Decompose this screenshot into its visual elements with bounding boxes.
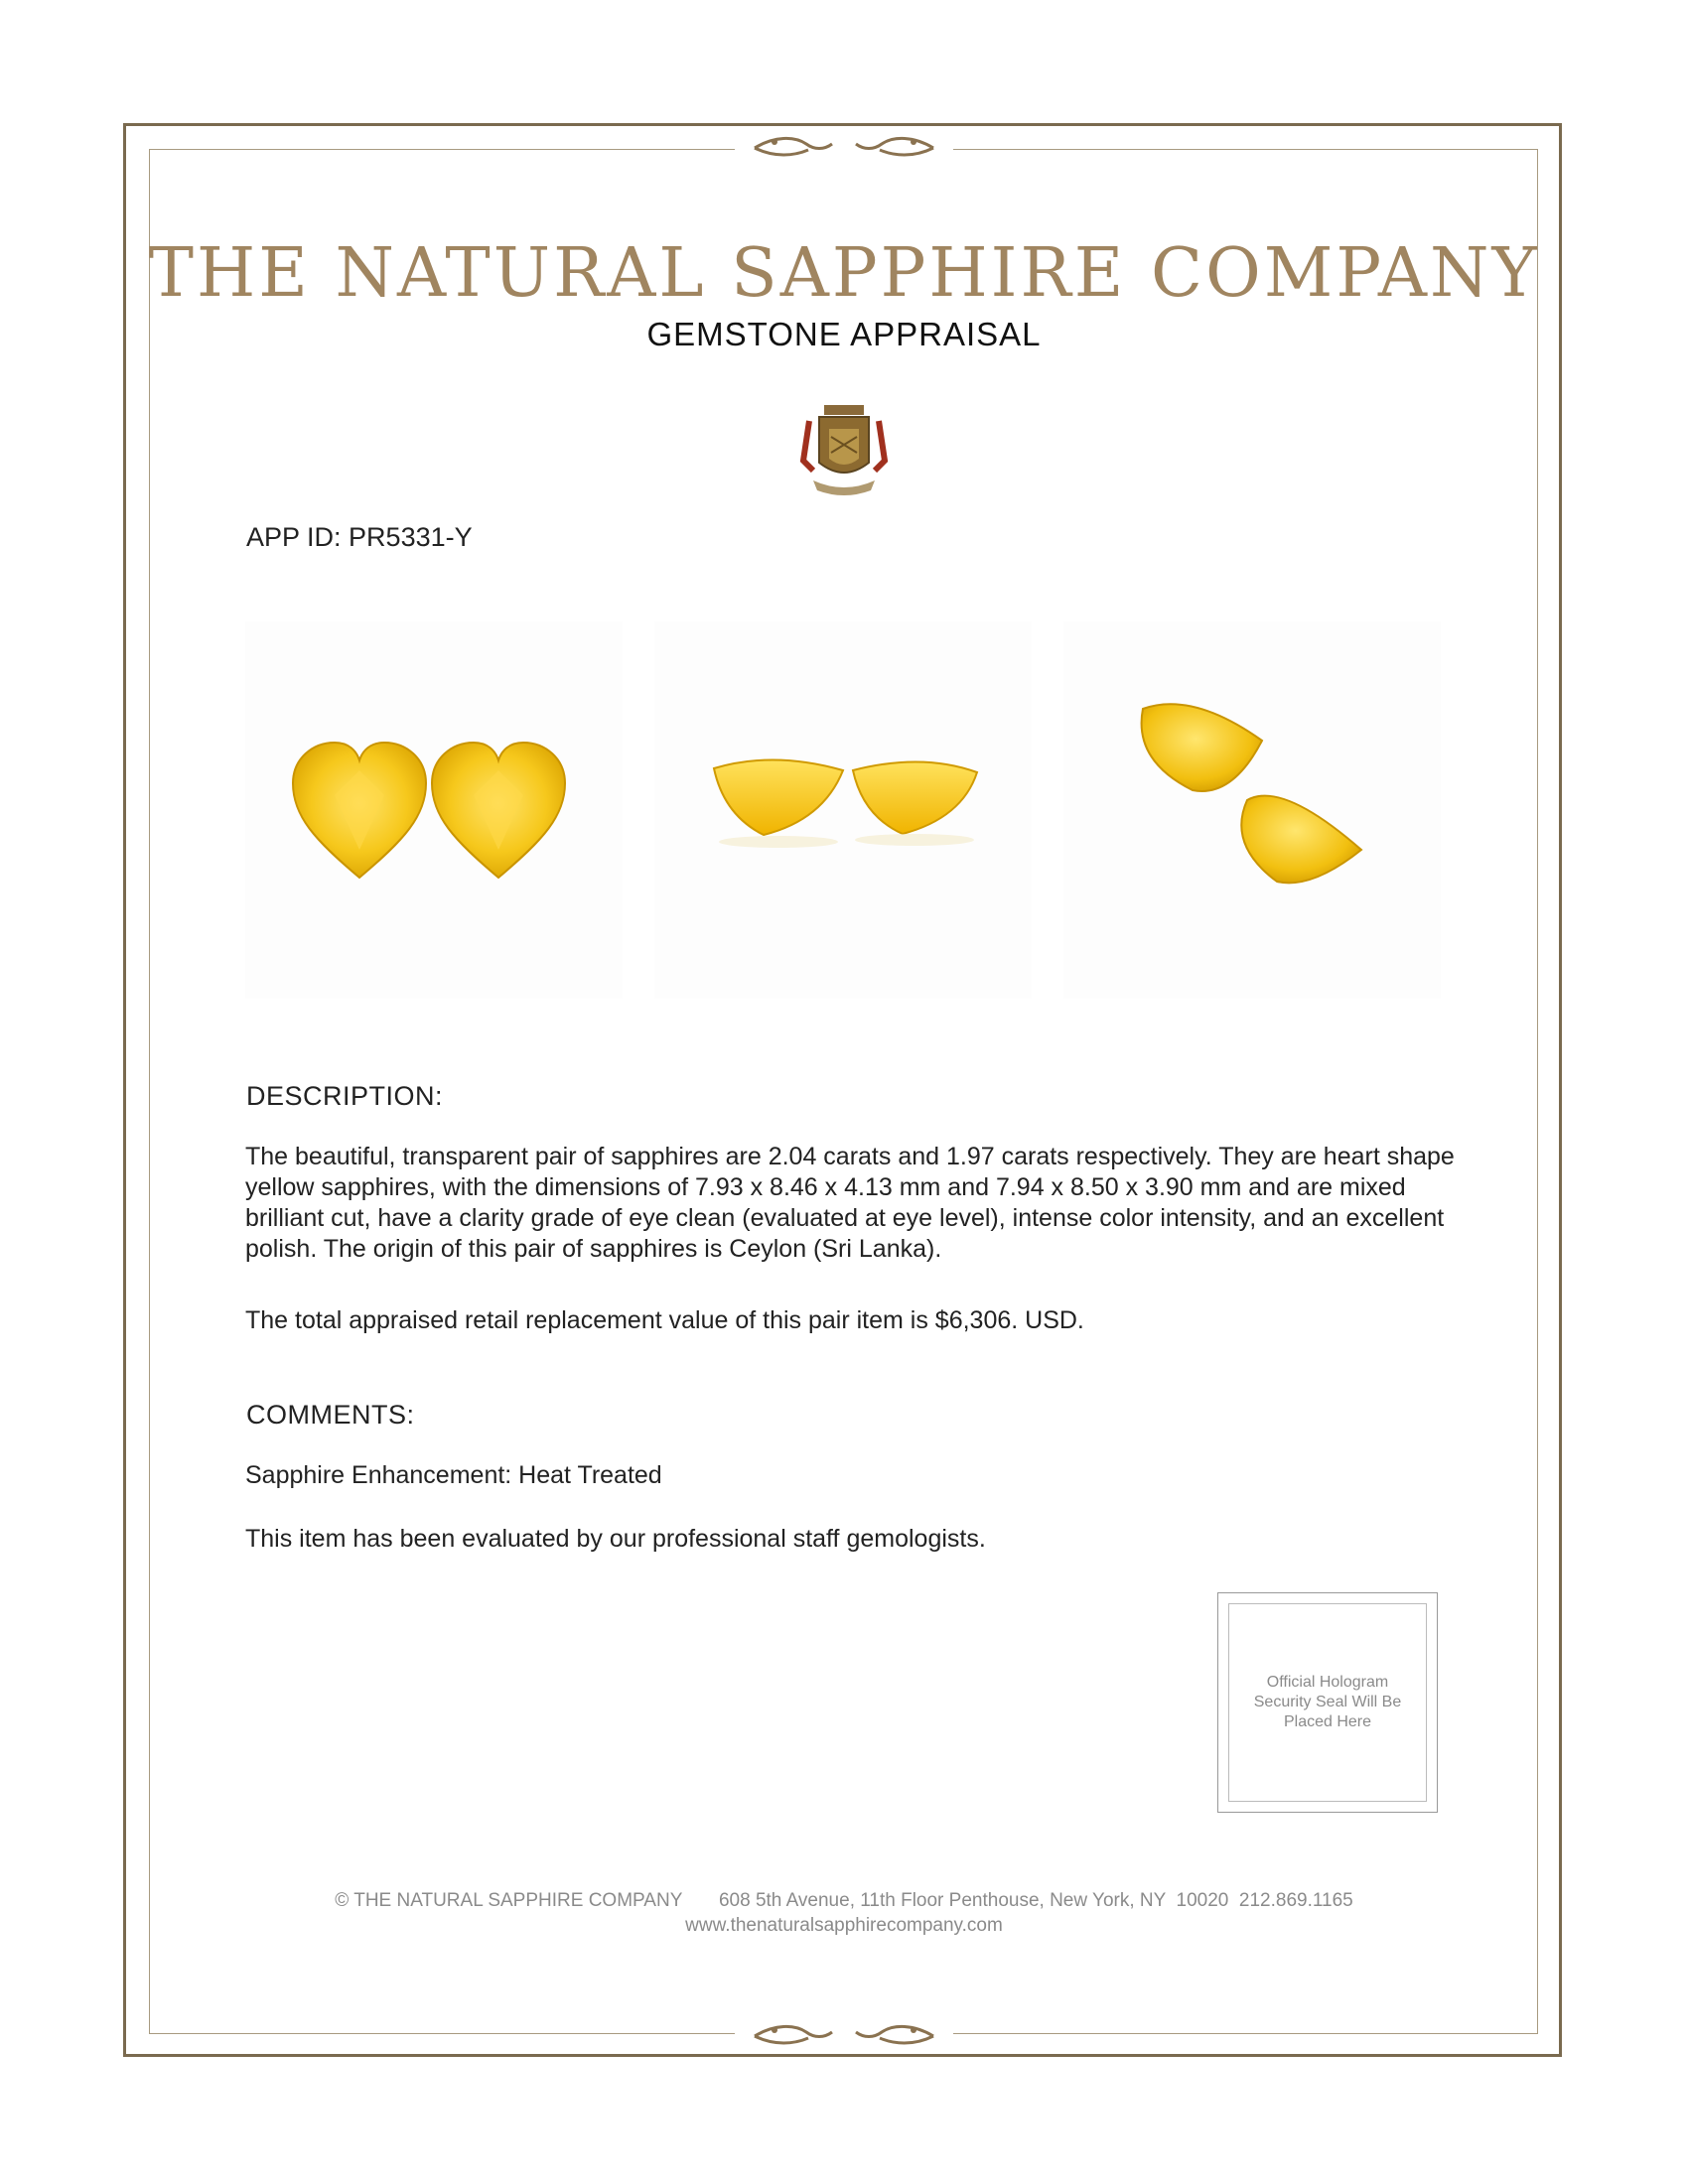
footer-address: © THE NATURAL SAPPHIRE COMPANY 608 5th Avenue, 11th Floor Penthouse, New York, NY 10020 212.869.1165 <box>335 1890 1353 1911</box>
seal-text: Official Hologram Security Seal Will Be Placed Here <box>1253 1674 1402 1730</box>
enhancement-comment: Sapphire Enhancement: Heat Treated <box>245 1461 662 1489</box>
heart-gems-angled-icon <box>1063 621 1441 999</box>
document-title: GEMSTONE APPRAISAL <box>646 316 1042 352</box>
app-id: APP ID: PR5331-Y <box>246 522 473 552</box>
hologram-seal-placeholder <box>1217 1592 1438 1813</box>
comments-heading: COMMENTS: <box>246 1400 415 1430</box>
appraised-value: The total appraised retail replacement value of this pair item is $6,306. USD. <box>245 1306 1084 1334</box>
company-name: THE NATURAL SAPPHIRE COMPANY <box>148 234 1540 313</box>
ornament-flourish-top <box>735 130 953 166</box>
description-body: The beautiful, transparent pair of sapphires are 2.04 carats and 1.97 carats respectively. They are heart shape yellow sapphires, with the dimensions of 7.93 x 8.46 x 4.13 mm and 7.94 x 8.50 x 3.90 mm and are mixed brilliant cut, have a clarity grade of eye clean (evaluated at eye level), intense color intensity, and an excellent polish. The origin of this pair of sapphires is Ceylon (Sri Lanka). <box>245 1143 1455 1263</box>
gem-photo-angled <box>1063 621 1441 999</box>
company-crest-icon <box>799 401 889 500</box>
heart-gems-front-icon <box>245 621 623 999</box>
evaluation-comment: This item has been evaluated by our professional staff gemologists. <box>245 1525 986 1553</box>
gem-photo-front <box>245 621 623 999</box>
description-heading: DESCRIPTION: <box>246 1081 444 1111</box>
footer-website: www.thenaturalsapphirecompany.com <box>685 1915 1003 1936</box>
gem-photo-side <box>654 621 1032 999</box>
ornament-flourish-bottom <box>735 2018 953 2054</box>
heart-gems-side-icon <box>654 621 1032 999</box>
